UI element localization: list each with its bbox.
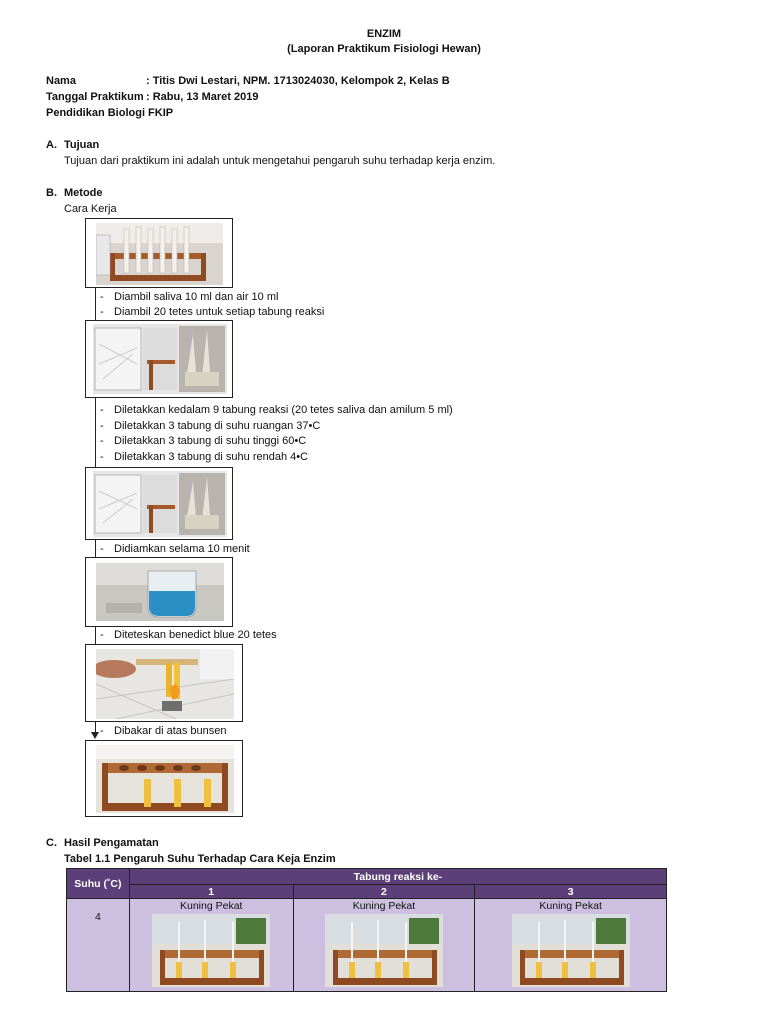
result-photo — [325, 914, 443, 987]
tabung-3-header: 3 — [475, 885, 667, 899]
suhu-cell: 4 — [67, 899, 130, 992]
nama-value: : Titis Dwi Lestari, NPM. 1713024030, Kelompok 2, Kelas B — [146, 75, 450, 87]
step-3a: - Didiamkan selama 10 menit — [100, 543, 250, 555]
step-2a: - Diletakkan kedalam 9 tabung reaksi (20 tetes saliva dan amilum 5 ml) — [100, 404, 453, 416]
photo-result-rack — [85, 740, 243, 817]
tabung-1-header: 1 — [129, 885, 293, 899]
result-cell-3 — [475, 899, 667, 992]
col-suhu-header: Suhu (˚C) — [67, 869, 130, 899]
document-title: ENZIM — [366, 28, 402, 40]
step-2d: - Diletakkan 3 tabung di suhu rendah 4•C — [100, 451, 309, 463]
document-subtitle: (Laporan Praktikum Fisiologi Hewan) — [287, 43, 481, 55]
section-c-heading: Hasil Pengamatan — [64, 837, 159, 849]
section-b-heading: Metode — [64, 187, 103, 199]
photo-test-tube-rack — [85, 218, 233, 288]
step-5a: - Dibakar di atas bunsen — [100, 725, 227, 737]
table-title: Tabel 1.1 Pengaruh Suhu Terhadap Cara Keja Enzim — [64, 853, 336, 865]
prodi-text: Pendidikan Biologi FKIP — [46, 107, 174, 119]
result-cell-2 — [293, 899, 475, 992]
arrow-down-icon — [91, 732, 99, 739]
section-b-letter: B. — [46, 187, 57, 199]
nama-label: Nama — [46, 75, 76, 87]
photo-beakers — [85, 320, 233, 398]
results-table — [66, 868, 667, 992]
result-cell-1 — [129, 899, 293, 992]
result-text: Kuning Pekat — [352, 900, 416, 912]
step-1b: - Diambil 20 tetes untuk setiap tabung reaksi — [100, 306, 325, 318]
step-4a: - Diteteskan benedict blue 20 tetes — [100, 629, 277, 641]
photo-bunsen-burner — [85, 644, 243, 722]
section-c-letter: C. — [46, 837, 57, 849]
table-row — [67, 899, 667, 992]
section-a-letter: A. — [46, 139, 57, 151]
result-photo — [512, 914, 630, 987]
photo-beakers-resting — [85, 467, 233, 540]
tanggal-label: Tanggal Praktikum — [46, 91, 144, 103]
result-photo — [152, 914, 270, 987]
photo-benedict-blue — [85, 557, 233, 627]
tanggal-value: : Rabu, 13 Maret 2019 — [146, 91, 259, 103]
step-2b: - Diletakkan 3 tabung di suhu ruangan 37•C — [100, 420, 321, 432]
result-text: Kuning Pekat — [539, 900, 602, 912]
section-a-heading: Tujuan — [64, 139, 100, 151]
section-a-text: Tujuan dari praktikum ini adalah untuk mengetahui pengaruh suhu terhadap kerja enzim. — [64, 155, 496, 167]
cara-kerja-label: Cara Kerja — [64, 203, 117, 215]
tabung-2-header: 2 — [293, 885, 475, 899]
step-2c: - Diletakkan 3 tabung di suhu tinggi 60•C — [100, 435, 307, 447]
result-text: Kuning Pekat — [179, 900, 243, 912]
step-1a: - Diambil saliva 10 ml dan air 10 ml — [100, 291, 279, 303]
col-tabung-header: Tabung reaksi ke- — [129, 869, 666, 885]
